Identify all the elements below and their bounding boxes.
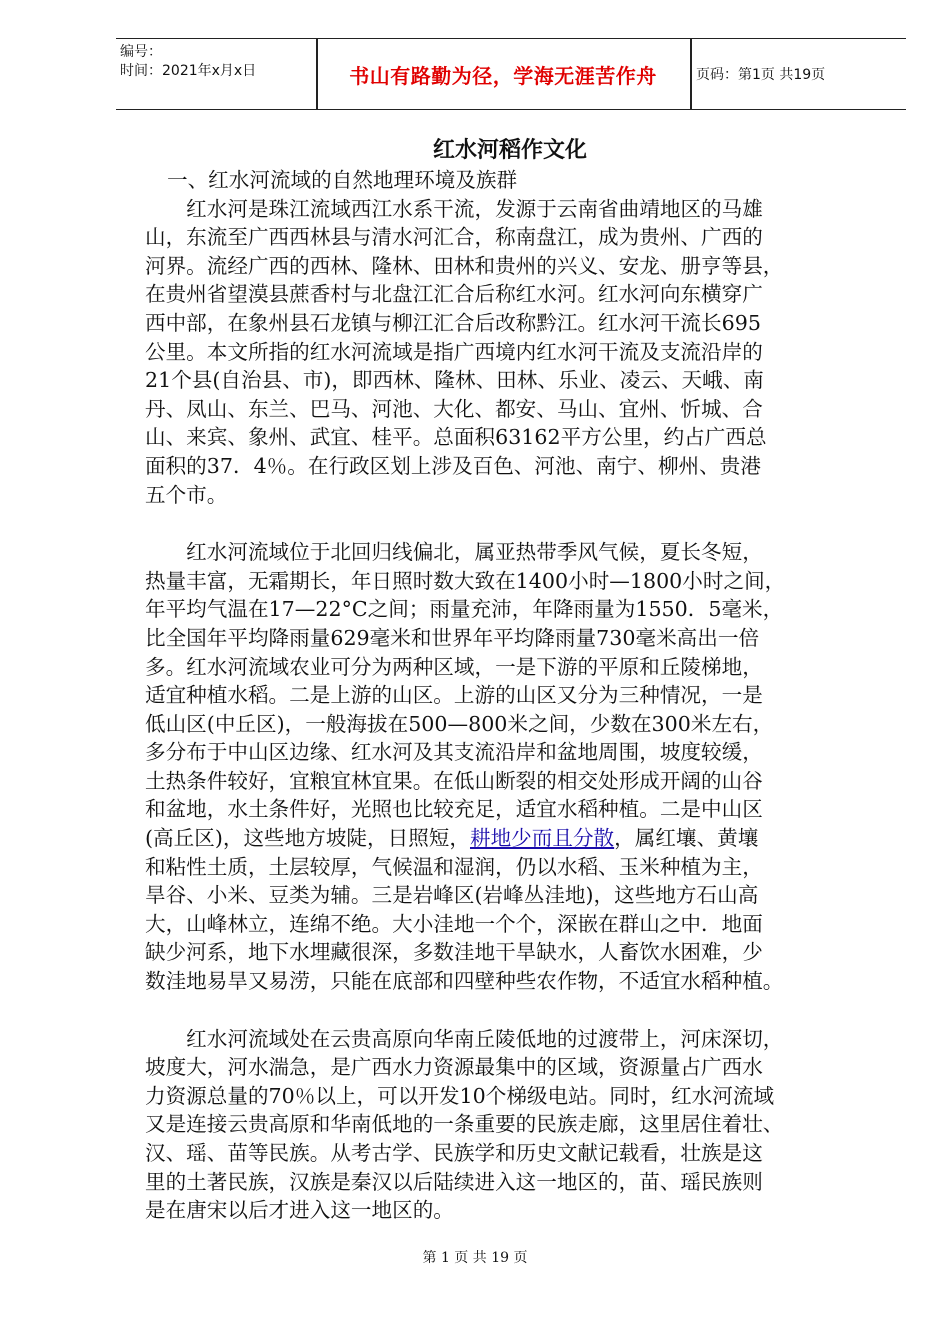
text-line: 低山区(中丘区)，一般海拔在500—800米之间，少数在300米左右， [145, 711, 774, 736]
document-body [145, 166, 885, 1225]
text-line: 山、来宾、象州、武宜、桂平。总面积63162平方公里，约占广西总 [145, 425, 767, 450]
time-label: 时间：2021年x月x日 [120, 63, 257, 79]
text-line: 面积的37．4％。在行政区划上涉及百色、河池、南宁、柳州、贵港 [145, 453, 761, 478]
text-line: 缺少河系，地下水埋藏很深，多数洼地干旱缺水，人畜饮水困难，少 [145, 940, 763, 965]
text-line: 坡度大，河水湍急，是广西水力资源最集中的区域，资源量占广西水 [145, 1055, 763, 1080]
paragraph-1 [145, 195, 885, 510]
inline-link[interactable]: 耕地少而且分散 [469, 826, 615, 851]
paragraph-2 [145, 538, 885, 824]
paragraph-gap [145, 509, 885, 538]
text-line: 红水河流域位于北回归线偏北，属亚热带季风气候，夏长冬短， [145, 540, 763, 565]
text-line: 数洼地易旱又易涝，只能在底部和四壁种些农作物，不适宜水稻种植。 [145, 969, 784, 994]
serial-label: 编号： [120, 44, 162, 60]
text-line: 公里。本文所指的红水河流域是指广西境内红水河干流及支流沿岸的 [145, 339, 763, 364]
link-line-after: ，属红壤、黄壤 [614, 826, 759, 851]
text-line: 和盆地，水土条件好，光照也比较充足，适宜水稻种植。二是中山区 [145, 797, 763, 822]
document-title: 红水河稻作文化 [432, 137, 587, 163]
text-line: 热量丰富，无霜期长，年日照时数大致在1400小时—1800小时之间， [145, 568, 786, 593]
header-page-info: 页码：第1页 共19页 [696, 67, 826, 83]
text-line: 在贵州省望漠县蔗香村与北盘江汇合后称红水河。红水河向东横穿广 [145, 282, 763, 307]
page-footer: 第 1 页 共 19 页 [422, 1250, 528, 1266]
text-line: 多。红水河流域农业可分为两种区域，一是下游的平原和丘陵梯地， [145, 654, 763, 679]
text-line: 汉、瑶、苗等民族。从考古学、民族学和历史文献记载看，壮族是这 [145, 1141, 763, 1165]
text-line: 西中部，在象州县石龙镇与柳江汇合后改称黔江。红水河干流长695 [145, 310, 761, 335]
text-line: 旱谷、小米、豆类为辅。三是岩峰区(岩峰丛洼地)，这些地方石山高 [145, 883, 759, 908]
header-meta [120, 43, 315, 81]
text-line: 五个市。 [145, 482, 228, 507]
paragraph-2-tail [145, 853, 885, 996]
text-line: 年平均气温在17—22°C之间；雨量充沛，年降雨量为1550．5毫米， [145, 597, 784, 622]
section-heading: 一、红水河流域的自然地理环境及族群 [167, 168, 518, 192]
text-line: 多分布于中山区边缘、红水河及其支流沿岸和盆地周围，坡度较缓， [145, 740, 763, 765]
text-line: 和粘性土质，土层较厚，气候温和湿润，仍以水稻、玉米种植为主， [145, 854, 763, 879]
text-line: 丹、凤山、东兰、巴马、河池、大化、都安、马山、宜州、忻城、合 [145, 396, 763, 421]
text-line: 又是连接云贵高原和华南低地的一条重要的民族走廊，这里居住着壮、 [145, 1112, 784, 1137]
text-line: 红水河流域处在云贵高原向华南丘陵低地的过渡带上，河床深切， [145, 1026, 784, 1051]
header-table [116, 38, 906, 110]
text-line: 山，东流至广西西林县与清水河汇合，称南盘江，成为贵州、广西的 [145, 225, 763, 250]
header-divider [690, 39, 692, 109]
link-line-before: (高丘区)，这些地方坡陡，日照短， [145, 826, 470, 851]
text-line: 比全国年平均降雨量629毫米和世界年平均降雨量730毫米高出一倍 [145, 625, 760, 650]
header-motto: 书山有路勤为径，学海无涯苦作舟 [349, 63, 657, 88]
paragraph-2-link-line [145, 824, 885, 853]
text-line: 力资源总量的70％以上，可以开发10个梯级电站。同时，红水河流域 [145, 1083, 775, 1108]
text-line: 土热条件较好，宜粮宜林宜果。在低山断裂的相交处形成开阔的山谷 [145, 768, 763, 793]
text-line: 适宜种植水稻。二是上游的山区。上游的山区又分为三种情况，一是 [145, 683, 763, 708]
text-line: 是在唐宋以后才进入这一地区的。 [145, 1198, 454, 1223]
text-line: 红水河是珠江流域西江水系干流，发源于云南省曲靖地区的马雄 [145, 196, 763, 221]
text-line: 里的土著民族，汉族是秦汉以后陆续进入这一地区的，苗、瑶民族则 [145, 1169, 763, 1194]
text-line: 河界。流经广西的西林、隆林、田林和贵州的兴义、安龙、册亨等县， [145, 253, 784, 278]
text-line: 21个县(自治县、市)，即西林、隆林、田林、乐业、凌云、天峨、南 [145, 368, 764, 393]
paragraph-gap [145, 996, 885, 1025]
paragraph-3 [145, 1025, 885, 1225]
text-line: 大，山峰林立，连绵不绝。大小洼地一个个，深嵌在群山之中．地面 [145, 911, 763, 936]
